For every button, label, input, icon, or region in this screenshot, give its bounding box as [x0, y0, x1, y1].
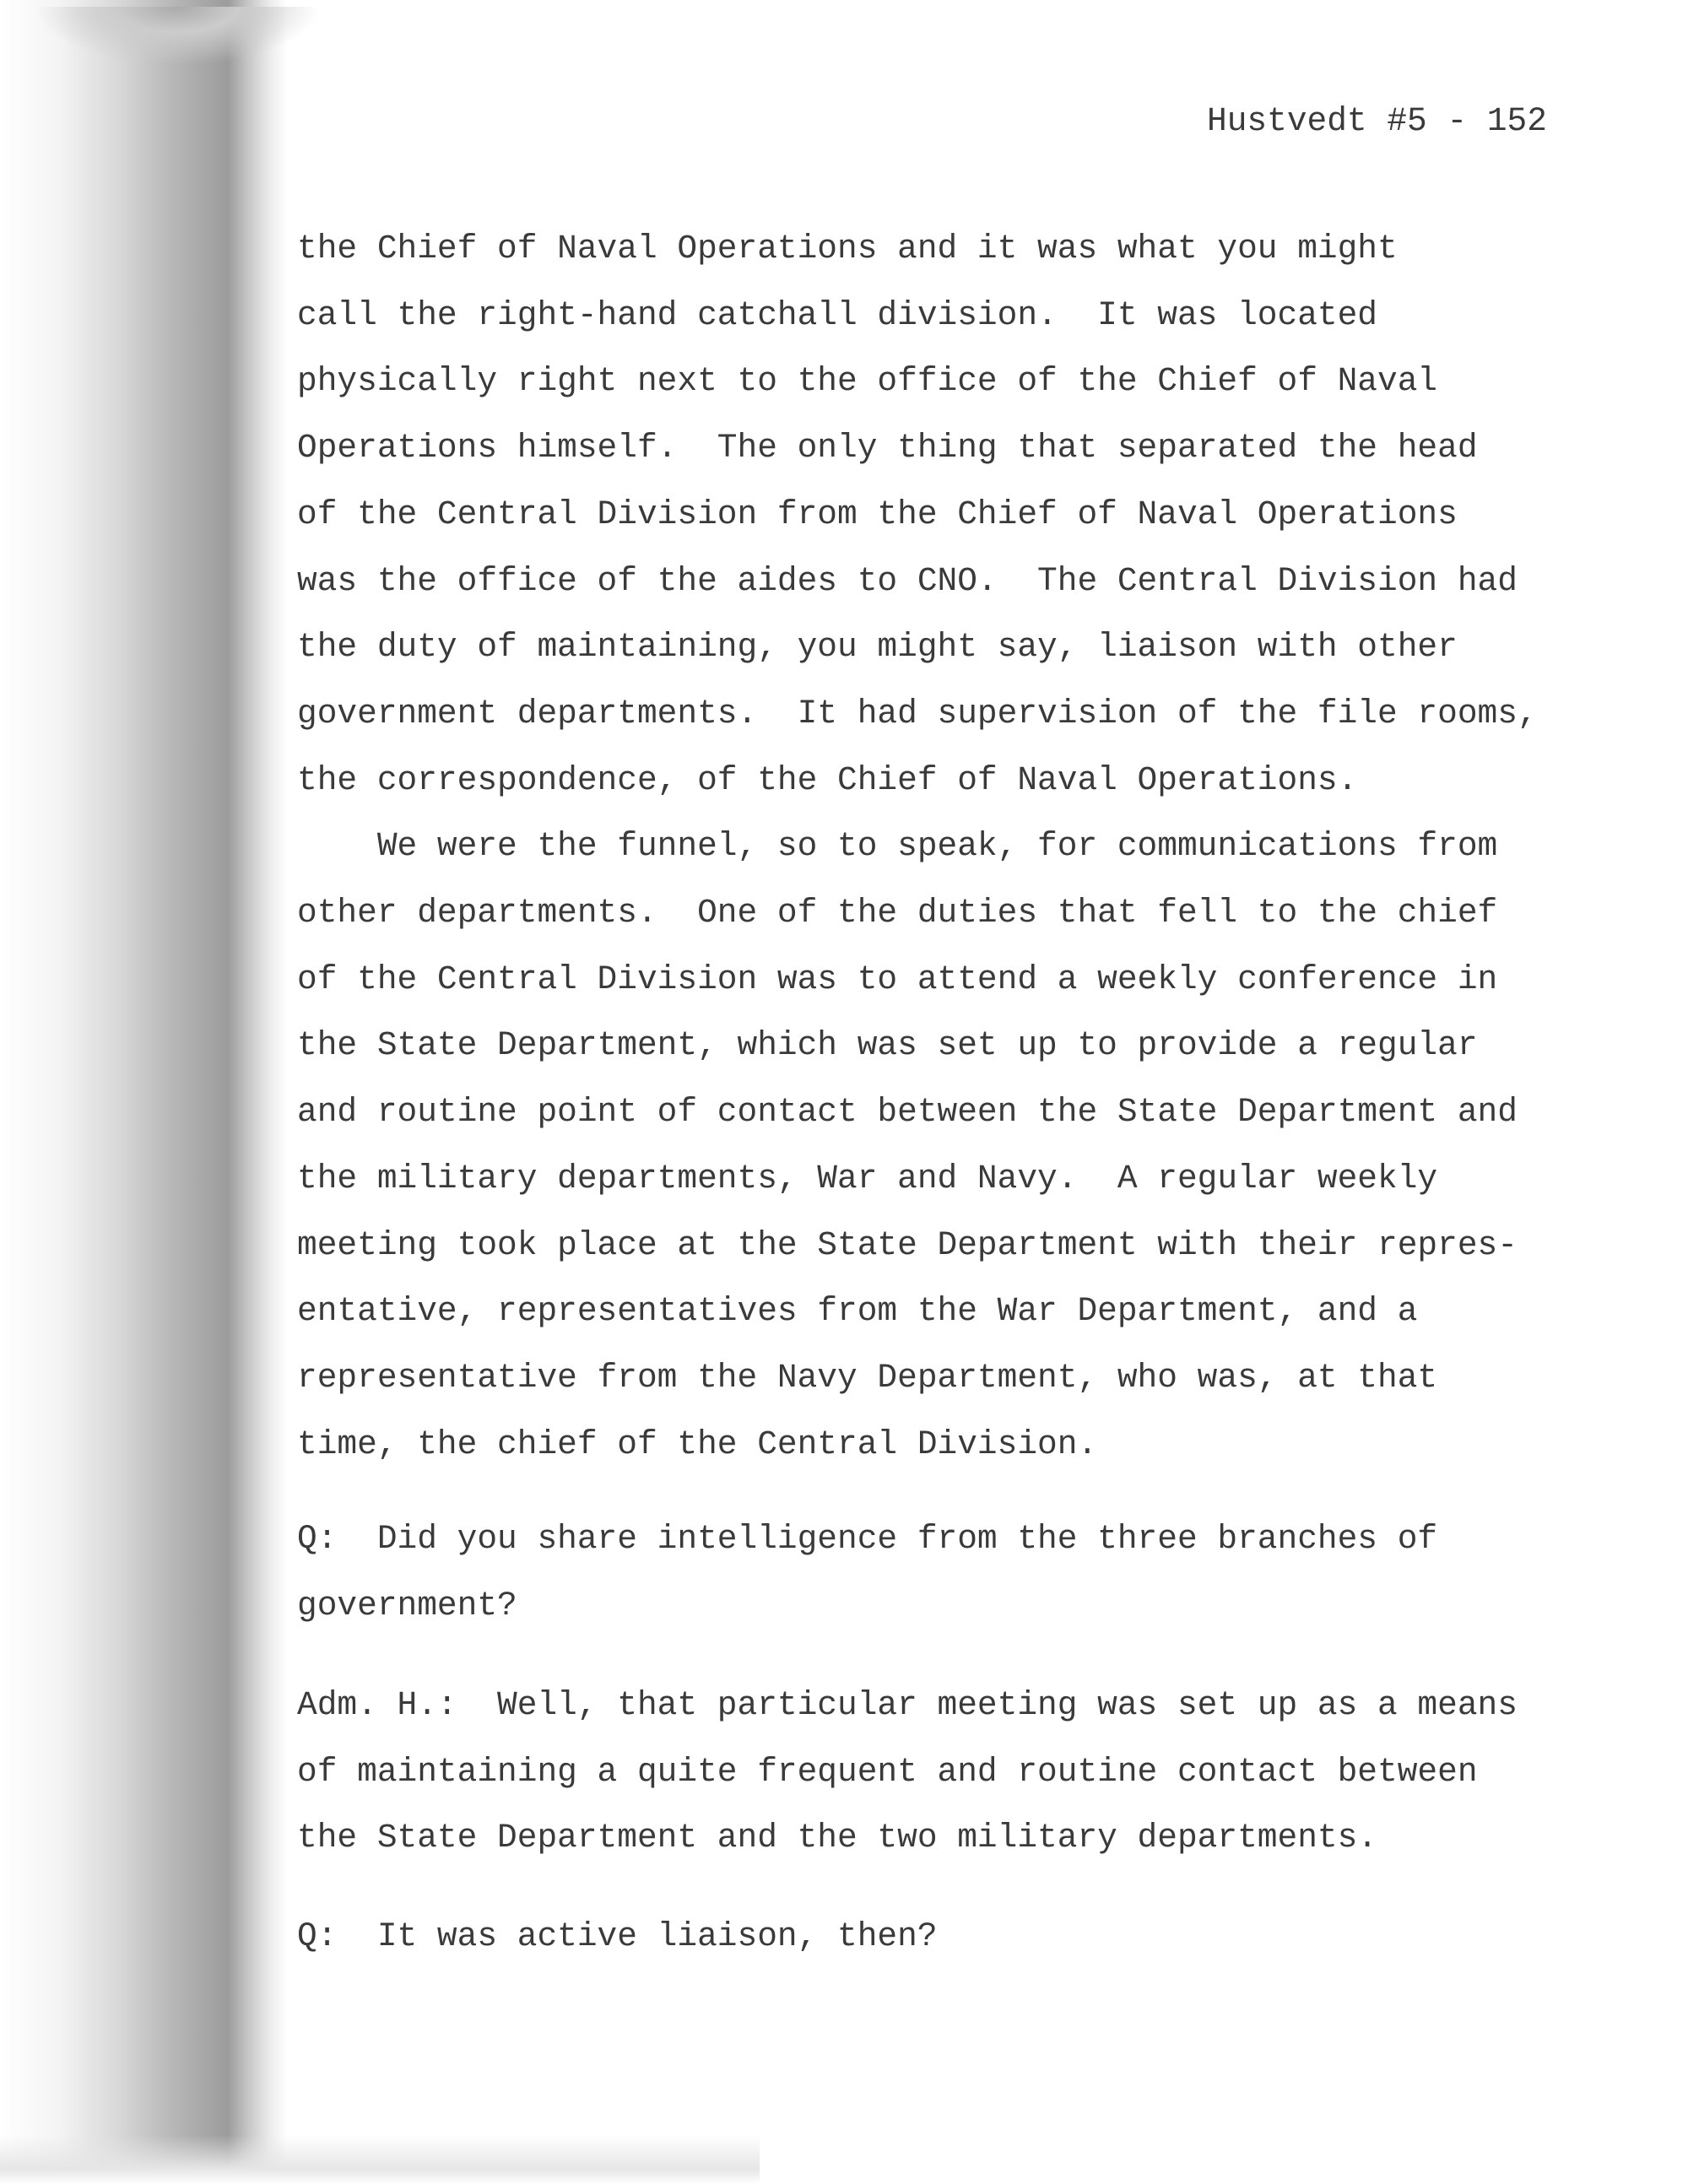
text-line: entative, representatives from the War Department, and a	[297, 1292, 1418, 1331]
text-line: was the office of the aides to CNO. The Central Division had	[297, 561, 1518, 600]
page-header: Hustvedt #5 - 152	[1207, 102, 1547, 140]
paragraph-main	[297, 216, 1538, 1478]
text-line: Adm. H.: Well, that particular meeting was set up as a means	[297, 1686, 1518, 1724]
text-line: of the Central Division was to attend a weekly conference in	[297, 960, 1498, 998]
text-line: government departments. It had supervision of the file rooms,	[297, 694, 1538, 733]
text-line: the correspondence, of the Chief of Naval Operations.	[297, 760, 1358, 799]
spine-top-shadow	[34, 7, 321, 66]
text-line: Q: Did you share intelligence from the three branches of	[297, 1520, 1438, 1558]
text-line: the military departments, War and Navy. A regular weekly	[297, 1159, 1438, 1197]
answer-1	[297, 1673, 1518, 1872]
text-line: representative from the Navy Department, who was, at that	[297, 1358, 1438, 1397]
text-line: call the right-hand catchall division. It was located	[297, 295, 1378, 334]
text-line: the State Department and the two military departments.	[297, 1819, 1378, 1857]
text-line: of maintaining a quite frequent and routine contact between	[297, 1752, 1478, 1791]
text-line: Operations himself. The only thing that separated the head	[297, 429, 1478, 468]
text-line: the State Department, which was set up to provide a regular	[297, 1026, 1478, 1065]
text-line: and routine point of contact between the State Department and	[297, 1093, 1518, 1132]
text-line: other departments. One of the duties that fell to the chief	[297, 894, 1498, 933]
question-2	[297, 1904, 938, 1970]
book-spine-shadow	[0, 0, 287, 2184]
page-bottom-shadow	[0, 2135, 760, 2184]
text-line: time, the chief of the Central Division.	[297, 1424, 1098, 1463]
text-line: of the Central Division from the Chief of Naval Operations	[297, 495, 1458, 533]
text-line: the Chief of Naval Operations and it was what you might	[297, 230, 1398, 268]
text-line: government?	[297, 1586, 517, 1624]
text-line: We were the funnel, so to speak, for communications from	[297, 827, 1498, 866]
text-line: Q: It was active liaison, then?	[297, 1917, 938, 1955]
text-line: the duty of maintaining, you might say, liaison with other	[297, 628, 1458, 667]
text-line: physically right next to the office of the Chief of Naval	[297, 362, 1438, 401]
text-line: meeting took place at the State Department with their repres-	[297, 1225, 1518, 1264]
question-1	[297, 1506, 1437, 1639]
